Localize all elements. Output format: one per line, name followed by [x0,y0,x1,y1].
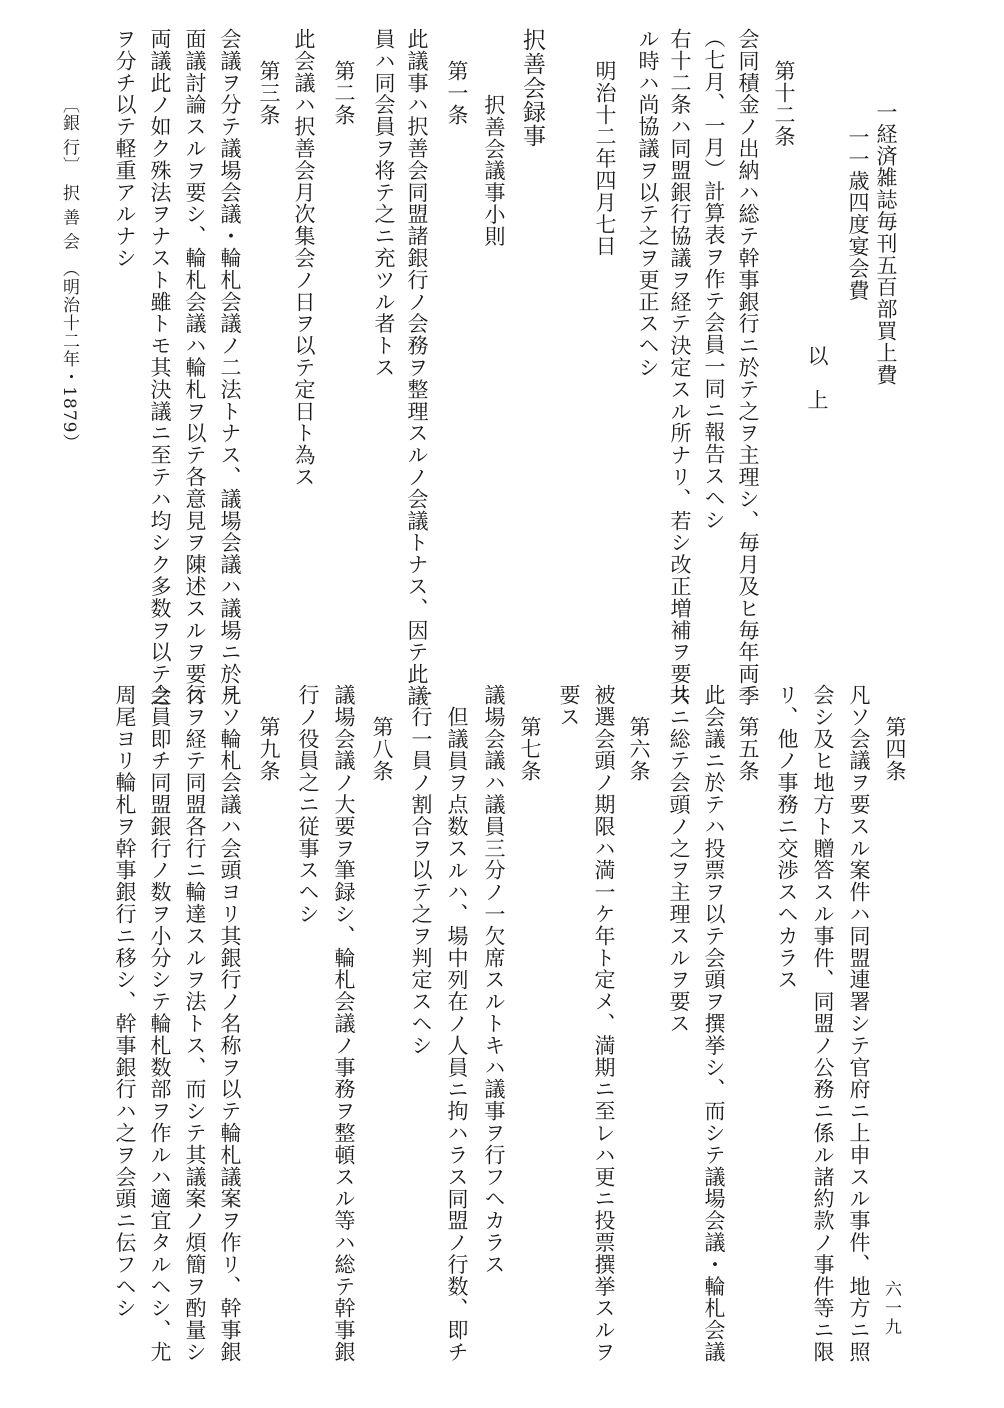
article-heading: 第三条 [257,60,281,126]
text-column: （七月、一月）計算表ヲ作テ会員一同ニ報告スヘシ [702,27,726,531]
text-column: ル時ハ尚協議ヲ以テ之ヲ更正スヘシ [636,28,660,379]
subsection-title: 択善会議事小則 [482,94,506,248]
text-column: 但議員ヲ点数スルハ、場中列在ノ人員ニ拘ハラス同盟ノ行数、即チ [445,706,469,1363]
text-column: 此会議ハ択善会月次集会ノ日ヲ以テ定日ト為ス [292,28,316,488]
article-heading: 第六条 [627,716,651,782]
article-heading: 第十二条 [772,60,796,148]
text-column: 議場会議ハ議員三分ノ一欠席スルトキハ議事ヲ行フヘカラス [482,684,506,1276]
article-heading: 第四条 [883,716,907,782]
text-column: 会シ及ヒ地方ト贈答スル事件、同盟ノ公務ニ係ル諸約款ノ事件等ニ限 [811,684,835,1363]
text-column: 周尾ヨリ輪札ヲ幹事銀行ニ移シ、幹事銀行ハ之ヲ会頭ニ伝フヘシ [113,684,137,1320]
article-heading: 第八条 [370,716,394,782]
text-column: 員ハ同会員ヲ将テ之ニ充ツル者トス [372,28,396,379]
text-column: 此会議ニ於テハ投票ヲ以テ会頭ヲ撰挙シ、而シテ議場会議・輪札会議 [702,684,726,1363]
text-column: 一一歳四度宴会費 [846,126,870,302]
text-column: 凡ソ会議ヲ要スル案件ハ同盟連署シテ官府ニ上申スル事件、地方ニ照 [847,684,871,1363]
article-heading: 第五条 [736,716,760,782]
article-heading: 第九条 [257,716,281,782]
text-column: 議場会議ノ大要ヲ筆録シ、輪札会議ノ事務ヲ整頓スル等ハ総テ幹事銀 [332,684,356,1363]
text-column: 要ス [557,684,581,728]
text-column: 右十二条ハ同盟銀行協議ヲ経テ決定スル所ナリ、若シ改正増補ヲ要ス [668,28,692,707]
page-number: 六一九 [881,1280,901,1337]
section-title: 択善会録事 [519,28,545,148]
text-column: 一経済雑誌毎刊五百部買上費 [874,101,898,386]
text-column: 会同積金ノ出納ハ総テ幹事銀行ニ於テ之ヲ主理シ、毎月及ヒ毎年両季 [736,28,760,707]
text-column: 一行一員ノ割合ヲ以テ之ヲ判定スヘシ [409,684,433,1057]
running-footer: 〔銀 行〕 択 善 会 （明治十二年・1879） [59,96,79,452]
text-column: 被選会頭ノ期限ハ満一ケ年ト定メ、満期ニ至レハ更ニ投票撰挙スルヲ [592,684,616,1363]
article-heading: 第七条 [518,716,542,782]
text-column: 会議ヲ分テ議場会議・輪札会議ノ二法トナス、議場会議ハ議場ニ於テ [218,28,242,707]
text-column: 両議此ノ如ク殊法ヲナスト雖トモ其決議ニ至テハ均シク多数ヲ以テ之 [148,28,172,707]
article-heading: 第二条 [332,60,356,126]
closing-mark: 以 上 [805,345,829,411]
text-column: 行ノ役員之ニ従事スヘシ [296,684,320,925]
text-column: 凡ソ輪札会議ハ会頭ヨリ其銀行ノ名称ヲ以テ輪札議案ヲ作リ、幹事銀 [218,684,242,1363]
article-heading: 第一条 [445,60,469,126]
text-column: 共ニ総テ会頭ノ之ヲ主理スルヲ要ス [667,684,691,1035]
text-column: 行ヲ経テ同盟各行ニ輪達スルヲ法トス、而シテ其議案ノ煩簡ヲ酌量シ [183,684,207,1363]
text-column: 面議討論スルヲ要シ、輪札会議ハ輪札ヲ以テ各意見ヲ陳述スルヲ要ス [183,28,207,707]
text-column: リ、他ノ事務ニ交渉スヘカラス [775,684,799,991]
text-column: 此議事ハ択善会同盟諸銀行ノ会務ヲ整理スルノ会議トナス、因テ此議 [405,28,429,707]
text-column: 会員即チ同盟銀行ノ数ヲ小分シテ輪札数部ヲ作ルハ適宜タルヘシ、尤 [148,684,172,1363]
text-column: ヲ分チ以テ軽重アルナシ [113,28,137,269]
date: 明治十二年四月七日 [593,60,617,258]
